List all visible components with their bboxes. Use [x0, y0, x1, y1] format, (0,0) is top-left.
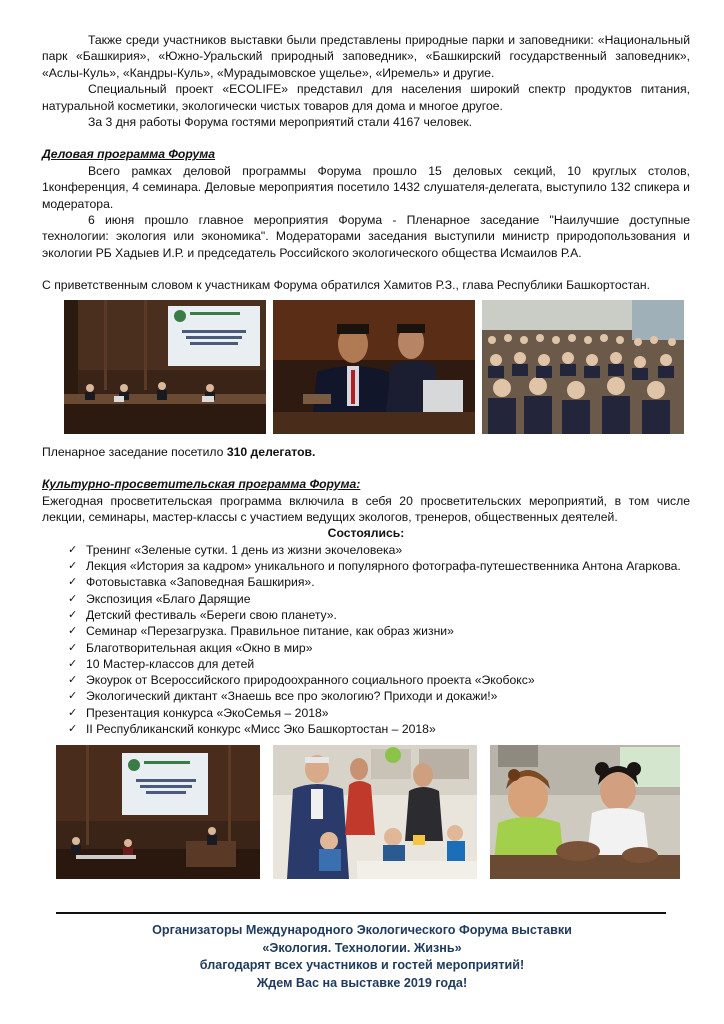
list-item: ✓ Экспозиция «Благо Дарящие [68, 591, 251, 606]
list-item: ✓ Детский фестиваль «Береги свою планету». [68, 607, 337, 622]
list-item: ✓ Лекция «История за кадром» уникального и популярного фотографа-путешественника Антона Агаркова. [68, 559, 681, 574]
document-body [42, 32, 690, 879]
footer-line-forum-name: «Экология. Технологии. Жизнь» [262, 940, 462, 955]
intro-paragraph-guests: За 3 дня работы Форума гостями мероприятий стали 4167 человек. [88, 115, 473, 130]
check-icon: ✓ [68, 608, 78, 621]
list-item: ✓ Семинар «Перезагрузка. Правильное питание, как образ жизни» [68, 624, 454, 639]
audience-photo [482, 300, 684, 434]
events-list [42, 542, 690, 738]
culture-heading: Культурно-просветительская программа Форума: [42, 477, 361, 492]
footer-line-invite: Ждем Вас на выставке 2019 года! [256, 975, 468, 990]
culture-paragraph: Ежегодная просветительская программа включила в себя 20 просветительских мероприятий, в том числе лекции, семинары, мастер-классы с участием ведущих экологов, тренеров, общественных деятелей. [42, 493, 690, 524]
list-item: ✓ Фотовыставка «Заповедная Башкирия». [68, 575, 315, 590]
list-item: ✓ Благотворительная акция «Окно в мир» [68, 640, 313, 655]
business-paragraph-sections: Всего рамках деловой программы Форума прошло 15 деловых секций, 10 круглых столов, 1конференция, 4 семинара. Деловые мероприятия посетило 1432 слушателя-делегата, выступило 132 спикера и модератора. [42, 163, 690, 211]
intro-paragraph-ecolife: Специальный проект «ECOLIFE» представил для населения широкий спектр продуктов питания, натуральной косметики, экологически чистых товаров для дома и многое другое. [42, 82, 690, 113]
master-class-photo [490, 745, 680, 879]
culture-photo-strip [56, 745, 680, 879]
business-paragraph-plenary: 6 июня прошло главное мероприятия Форума - Пленарное заседание "Наилучшие доступные технологии: экология или экономика". Модераторами заседания выступили министр природопользования и экологии РБ Хадыев И.Р. и председатель Российского экологического общества Исмаилов Р.А. [42, 213, 690, 260]
check-icon: ✓ [68, 592, 78, 605]
plenary-hall-photo [64, 300, 266, 434]
business-paragraph-greeting: С приветственным словом к участникам Форума обратился Хамитов Р.З., глава Республики Башкортостан. [42, 278, 651, 293]
plenary-caption: Пленарное заседание посетило 310 делегатов. [42, 444, 316, 459]
list-item: ✓ Экоурок от Всероссийского природоохранного социального проекта «Экобокс» [68, 673, 535, 688]
list-item: ✓ Экологический диктант «Знаешь все про экологию? Приходи и докажи!» [68, 689, 498, 704]
footer-message [62, 922, 662, 992]
check-icon: ✓ [68, 706, 78, 719]
check-icon: ✓ [68, 641, 78, 654]
culture-subheading: Состоялись: [327, 526, 405, 541]
check-icon: ✓ [68, 722, 78, 735]
children-festival-photo [273, 745, 477, 879]
check-icon: ✓ [68, 576, 78, 589]
speakers-photo [273, 300, 475, 434]
footer-line-organizers: Организаторы Международного Экологического Форума выставки [152, 923, 572, 937]
business-heading: Деловая программа Форума [42, 147, 216, 162]
delegates-count: 310 делегатов. [226, 444, 316, 459]
check-icon: ✓ [68, 543, 78, 556]
list-item: ✓ Тренинг «Зеленые сутки. 1 день из жизни экочеловека» [68, 542, 403, 557]
plenary-photo-strip [64, 300, 684, 434]
intro-paragraph-parks: Также среди участников выставки были представлены природные парки и заповедники: «Национальный парк «Башкирия», «Южно-Уральский природный заповедник», «Башкирский государственный заповедник», «Аслы-Куль», «Кандры-Куль», «Мурадымовское ущелье», «Иремель» и другие. [42, 33, 690, 80]
check-icon: ✓ [68, 690, 78, 703]
seminar-photo [56, 745, 260, 879]
list-item: ✓ II Республиканский конкурс «Мисс Эко Башкортостан – 2018» [68, 721, 436, 736]
check-icon: ✓ [68, 657, 78, 670]
check-icon: ✓ [68, 674, 78, 687]
footer-line-thanks: благодарят всех участников и гостей мероприятий! [199, 958, 525, 972]
check-icon: ✓ [68, 625, 78, 638]
footer-divider [56, 912, 666, 914]
list-item: ✓ 10 Мастер-классов для детей [68, 656, 255, 671]
check-icon: ✓ [68, 560, 78, 573]
list-item: ✓ Презентация конкурса «ЭкоСемья – 2018» [68, 705, 329, 720]
